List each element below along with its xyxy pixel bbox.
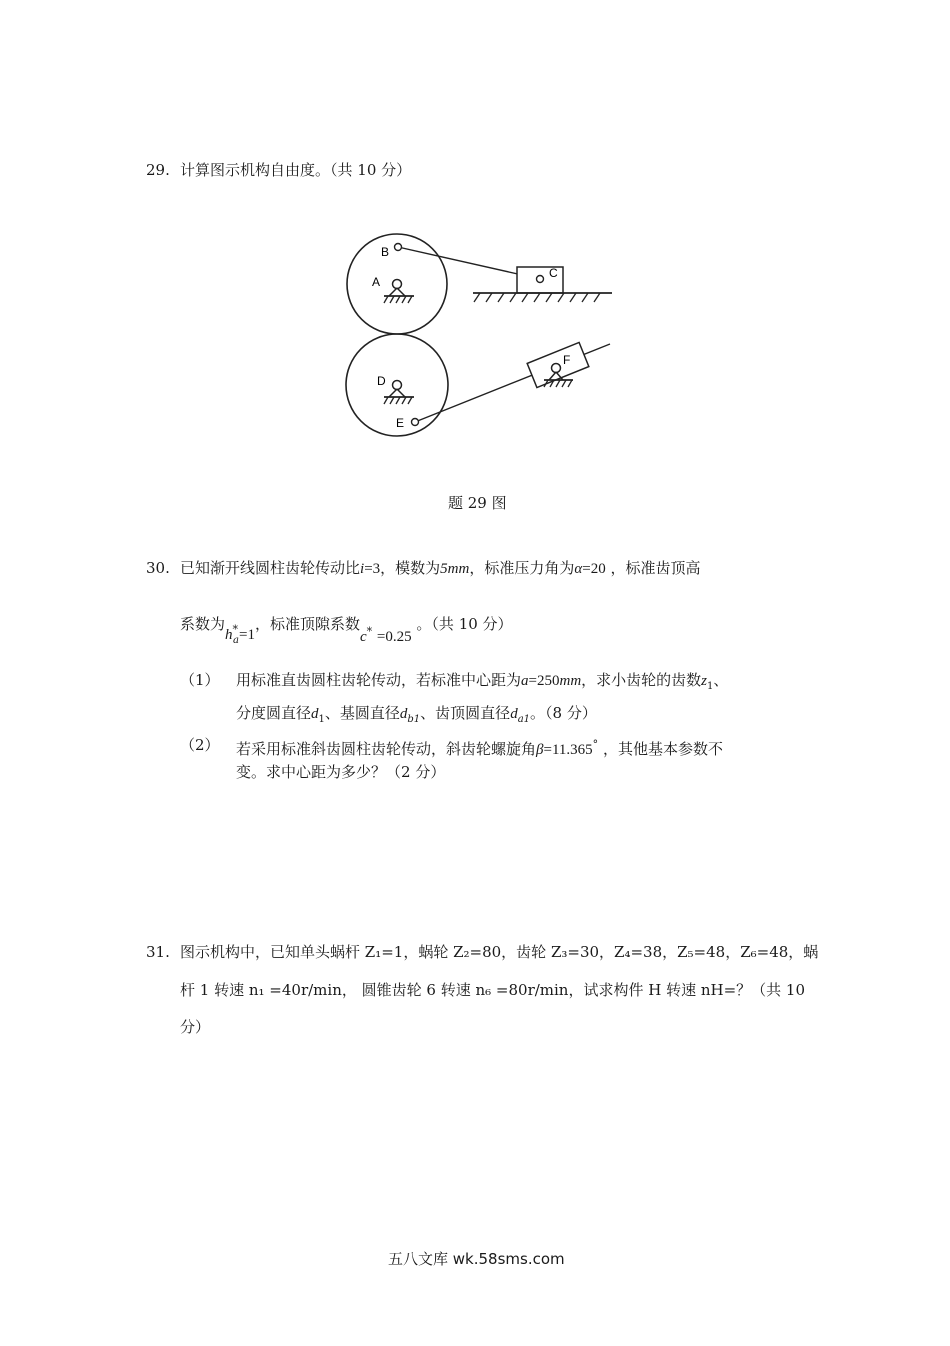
label-d: D [377, 374, 386, 388]
q30-line2: 系数为$h^*_a=1$，标准顶隙系数$c_* =0.25$ 。（共 10 分） [180, 615, 513, 646]
q29-text: 计算图示机构自由度。（共 10 分） [180, 161, 412, 179]
q31-line2: 杆 1 转速 n₁ =40r/min， 圆锥齿轮 6 转速 n₆ =80r/min，试求构件 H 转速 nH=？（共 10 [180, 981, 806, 999]
q30-part2-number: （2） [180, 736, 220, 754]
label-f: F [563, 353, 571, 367]
q29-number: 29. [146, 161, 170, 179]
q30-part1-number: （1） [180, 671, 220, 689]
q30-number: 30. [146, 559, 170, 577]
joint-b [395, 244, 402, 251]
ground-c [473, 293, 612, 302]
q30-part1-line1: 用标准直齿圆柱齿轮传动，若标准中心距为a=250mm，求小齿轮的齿数$z_1$、 [236, 671, 729, 692]
q31-line3: 分） [180, 1018, 211, 1036]
label-b: B [381, 245, 390, 259]
q31-number: 31. [146, 943, 170, 961]
footer-watermark: 五八文库 wk.58sms.com [388, 1250, 565, 1268]
joint-e [412, 419, 419, 426]
q30-line1: 已知渐开线圆柱齿轮传动比i=3，模数为5mm，标准压力角为α=20 ，标准齿顶高 [180, 559, 701, 577]
label-e: E [396, 416, 405, 430]
label-c: C [549, 266, 558, 280]
joint-c [537, 276, 544, 283]
pivot-d [384, 381, 414, 405]
pivot-a [384, 280, 414, 304]
q31-line1: 图示机构中，已知单头蜗杆 Z₁=1，蜗轮 Z₂=80，齿轮 Z₃=30，Z₄=38，Z₅=48，Z₆=48，蜗 [180, 943, 819, 961]
q30-part2-line2: 变。求中心距为多少？（2 分） [236, 763, 446, 781]
q30-part2-line1: 若采用标准斜齿圆柱齿轮传动，斜齿轮螺旋角β=11.365° ，其他基本参数不 [236, 738, 723, 758]
q29-mechanism-figure [330, 225, 630, 445]
q29-caption: 题 29 图 [448, 494, 507, 512]
q30-part1-line2: 分度圆直径$d_1$、基圆直径$d_{b1}$、齿顶圆直径$d_{a1}$。（8 分） [236, 704, 597, 725]
label-a: A [372, 275, 381, 289]
